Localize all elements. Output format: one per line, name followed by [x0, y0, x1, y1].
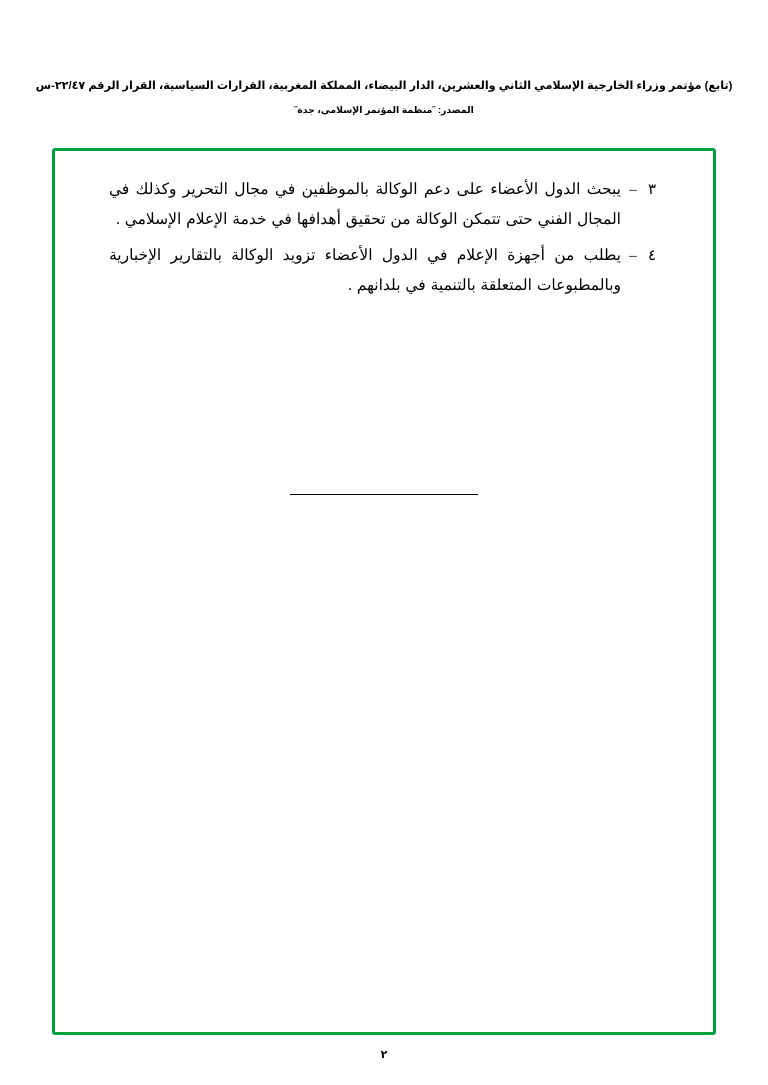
- clause-item: [109, 175, 659, 235]
- clause-dash: –: [629, 182, 637, 198]
- page-header: [0, 78, 768, 117]
- page-number: ٢: [380, 1049, 388, 1061]
- clause-list: [109, 175, 659, 307]
- header-title-line: (تابع) مؤتمر وزراء الخارجية الإسلامي الثاني والعشرين، الدار البيضاء، المملكة المغربية، القرارات السياسية، القرار الرقم ٢٢/٤٧-س: [35, 80, 733, 92]
- separator-rule: [290, 494, 478, 495]
- content-frame: [52, 148, 716, 1035]
- clause-text: يطلب من أجهزة الإعلام في الدول الأعضاء تزويد الوكالة بالتقارير الإخبارية وبالمطبوعات المتعلقة بالتنمية في بلدانهم .: [109, 247, 621, 294]
- clause-text: يبحث الدول الأعضاء على دعم الوكالة بالموظفين في مجال التحرير وكذلك في المجال الفني حتى تتمكن الوكالة من تحقيق أهدافها في خدمة الإعلام الإسلامي .: [109, 181, 621, 228]
- clause-item: [109, 241, 659, 301]
- clause-number: ٣: [647, 182, 657, 198]
- header-source-line: المصدر: ˝منظمة المؤتمر الإسلامي، جدة˝: [294, 105, 474, 115]
- clause-dash: –: [629, 248, 637, 264]
- section-separator: [55, 494, 713, 495]
- clause-number: ٤: [647, 248, 657, 264]
